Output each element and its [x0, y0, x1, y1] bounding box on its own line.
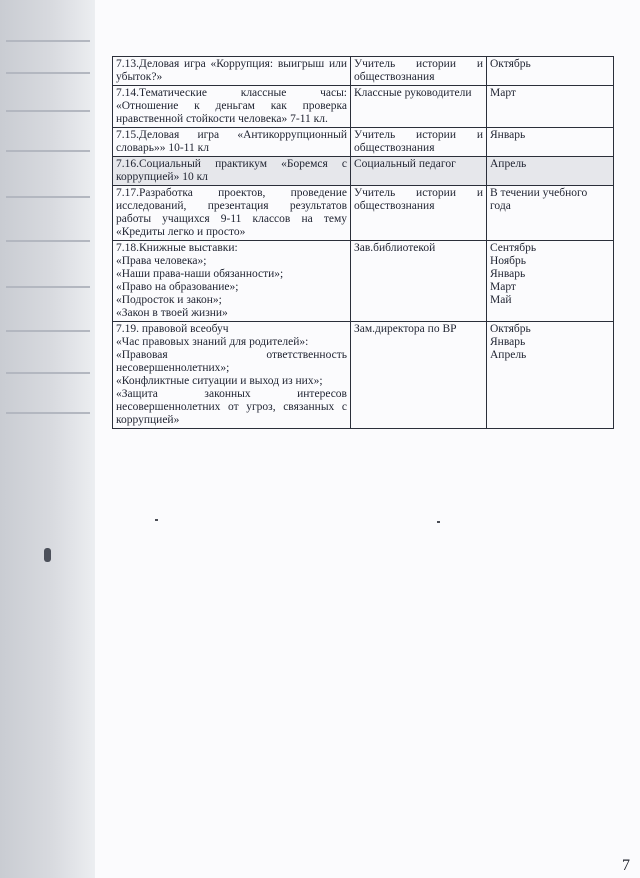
term-cell	[487, 322, 614, 429]
term-cell-line: Ноябрь	[490, 255, 526, 267]
responsible-cell-line: Социальный педагог	[354, 158, 456, 170]
table-row	[113, 186, 614, 241]
responsible-cell	[351, 241, 487, 322]
term-cell-line: Апрель	[490, 349, 527, 361]
event-cell-line: «Час правовых знаний для родителей»:	[116, 336, 309, 348]
responsible-cell	[351, 86, 487, 128]
term-cell-line: Январь	[490, 129, 526, 141]
table-row	[113, 241, 614, 322]
term-cell-line: Сентябрь	[490, 242, 537, 254]
binding-hole	[44, 548, 51, 562]
scan-speck	[155, 519, 158, 521]
term-cell-line: В течении учебного года	[490, 187, 588, 212]
page-number: 7	[622, 857, 630, 874]
event-cell-line: 7.16.Социальный практикум «Боремся с коррупцией» 10 кл	[116, 158, 347, 183]
term-cell-line: Апрель	[490, 158, 527, 170]
term-cell-line: Март	[490, 281, 516, 293]
term-cell	[487, 241, 614, 322]
event-cell-line: «Защита законных интересов несовершеннолетних от угроз, связанных с коррупцией»	[116, 388, 347, 426]
term-cell-line: Октябрь	[490, 323, 531, 335]
adjacent-page-edge	[0, 0, 95, 878]
responsible-cell-line: Зам.директора по ВР	[354, 323, 457, 335]
term-cell-line: Октябрь	[490, 58, 531, 70]
event-cell-line: «Права человека»;	[116, 255, 207, 267]
event-cell	[113, 241, 351, 322]
term-cell	[487, 86, 614, 128]
event-cell	[113, 57, 351, 86]
term-cell-line: Январь	[490, 268, 526, 280]
responsible-cell-line: Зав.библиотекой	[354, 242, 436, 254]
responsible-cell	[351, 57, 487, 86]
event-cell	[113, 128, 351, 157]
event-cell-line: 7.13.Деловая игра «Коррупция: выигрыш или убыток?»	[116, 58, 347, 83]
event-cell-line: «Конфликтные ситуации и выход из них»;	[116, 375, 323, 387]
event-cell-line: «Наши права-наши обязанности»;	[116, 268, 284, 280]
event-cell-line: 7.18.Книжные выставки:	[116, 242, 238, 254]
term-cell-line: Январь	[490, 336, 526, 348]
event-cell	[113, 157, 351, 186]
event-cell-line: «Право на образование»;	[116, 281, 239, 293]
event-cell-line: «Правовая ответственность несовершеннолетних»;	[116, 349, 347, 374]
term-cell	[487, 186, 614, 241]
term-cell	[487, 128, 614, 157]
event-cell-line: «Подросток и закон»;	[116, 294, 222, 306]
event-cell-line: «Закон в твоей жизни»	[116, 307, 228, 319]
table-row	[113, 322, 614, 429]
responsible-cell	[351, 186, 487, 241]
responsible-cell	[351, 157, 487, 186]
responsible-cell-line: Классные руководители	[354, 87, 472, 99]
responsible-cell	[351, 128, 487, 157]
table-body	[113, 57, 614, 429]
event-cell-line: 7.14.Тематические классные часы: «Отношение к деньгам как проверка нравственной стойкости человека» 7-11 кл.	[116, 87, 347, 125]
event-cell-line: 7.15.Деловая игра «Антикоррупционный словарь»» 10-11 кл	[116, 129, 347, 154]
term-cell-line: Май	[490, 294, 512, 306]
responsible-cell-line: Учитель истории и обществознания	[354, 58, 483, 83]
events-plan-table	[112, 56, 614, 429]
term-cell	[487, 157, 614, 186]
responsible-cell-line: Учитель истории и обществознания	[354, 129, 483, 154]
event-cell	[113, 186, 351, 241]
event-cell	[113, 86, 351, 128]
responsible-cell-line: Учитель истории и обществознания	[354, 187, 483, 212]
table-row	[113, 128, 614, 157]
event-cell-line: 7.19. правовой всеобуч	[116, 323, 229, 335]
table-row	[113, 57, 614, 86]
event-cell	[113, 322, 351, 429]
scan-speck	[437, 521, 440, 523]
event-cell-line: 7.17.Разработка проектов, проведение исследований, презентация результатов работы учащихся 9-11 классов на тему «Кредиты легко и просто»	[116, 187, 347, 238]
table-row	[113, 86, 614, 128]
term-cell	[487, 57, 614, 86]
table-row	[113, 157, 614, 186]
term-cell-line: Март	[490, 87, 516, 99]
responsible-cell	[351, 322, 487, 429]
